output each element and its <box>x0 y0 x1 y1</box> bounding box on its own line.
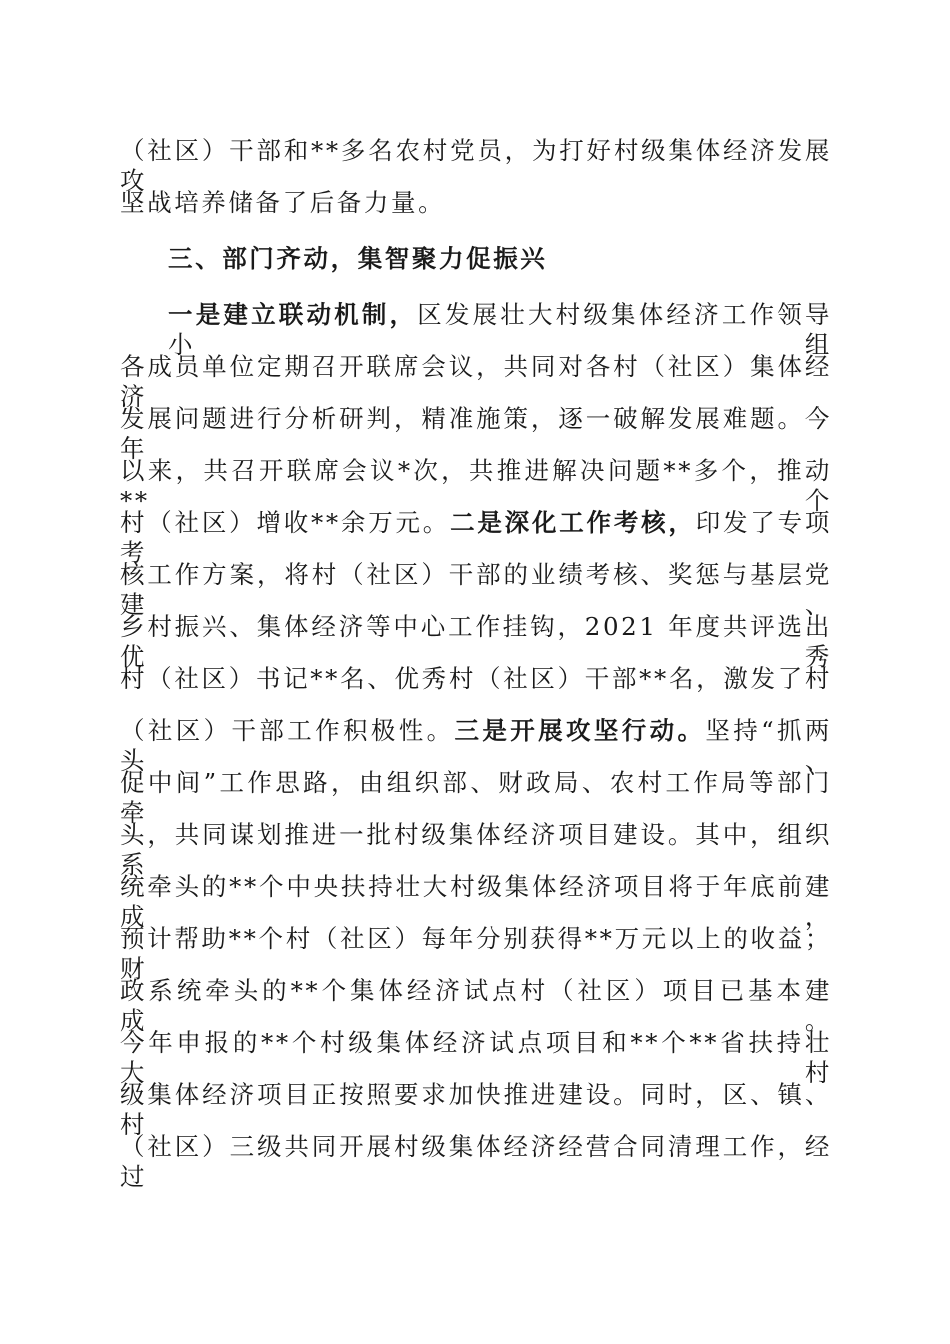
text-run: 坚持“抓两头、 <box>120 716 832 775</box>
section-heading-3 <box>168 244 547 274</box>
text-run: 印发了专项考 <box>120 508 832 567</box>
text-run: 各成员单位定期召开联席会议，共同对各村（社区）集体经济 <box>120 352 832 411</box>
body-line-19 <box>120 1080 832 1140</box>
text-run: 乡村振兴、集体经济等中心工作挂钩，2021 年度共评选出优秀 <box>120 612 832 671</box>
body-line-6 <box>120 404 832 464</box>
body-line-16 <box>120 924 832 984</box>
text-run: （社区）三级共同开展村级集体经济经营合同清理工作，经过 <box>120 1132 832 1191</box>
body-line-13 <box>120 768 832 828</box>
body-line-11 <box>120 664 832 694</box>
text-run: 统牵头的**个中央扶持壮大村级集体经济项目将于年底前建成， <box>120 872 832 931</box>
body-line-2 <box>120 188 832 218</box>
text-run: （社区）干部工作积极性。 <box>120 716 455 745</box>
body-line-4 <box>168 300 832 360</box>
body-line-10 <box>120 612 832 672</box>
body-line-17 <box>120 976 832 1036</box>
text-run: 核工作方案，将村（社区）干部的业绩考核、奖惩与基层党建、 <box>120 560 832 619</box>
body-line-15 <box>120 872 832 932</box>
body-line-12 <box>120 716 832 776</box>
text-run: 坚战培养储备了后备力量。 <box>120 188 446 217</box>
body-line-14 <box>120 820 832 880</box>
bold-lead: 二是深化工作考核， <box>450 508 696 537</box>
text-run: 预计帮助**个村（社区）每年分别获得**万元以上的收益；财 <box>120 924 832 983</box>
text-run: 区发展壮大村级集体经济工作领导小组 <box>168 300 832 359</box>
body-line-8 <box>120 508 832 568</box>
text-run: 村（社区）书记**名、优秀村（社区）干部**名，激发了村 <box>120 664 832 693</box>
body-line-18 <box>120 1028 832 1088</box>
text-run: 促中间”工作思路，由组织部、财政局、农村工作局等部门牵 <box>120 768 832 827</box>
heading-text: 三、部门齐动，集智聚力促振兴 <box>168 244 548 273</box>
text-run: 政系统牵头的**个集体经济试点村（社区）项目已基本建成。 <box>120 976 832 1035</box>
body-line-1 <box>120 136 832 196</box>
body-line-20 <box>120 1132 832 1192</box>
text-run: 发展问题进行分析研判，精准施策，逐一破解发展难题。今年 <box>120 404 832 463</box>
bold-lead: 一是建立联动机制， <box>168 300 418 329</box>
body-line-7 <box>120 456 832 516</box>
text-run: 级集体经济项目正按照要求加快推进建设。同时，区、镇、村 <box>120 1080 832 1139</box>
text-run: 今年申报的**个村级集体经济试点项目和**个**省扶持壮大村 <box>120 1028 832 1087</box>
text-run: 头，共同谋划推进一批村级集体经济项目建设。其中，组织系 <box>120 820 832 879</box>
text-run: （社区）干部和**多名农村党员，为打好村级集体经济发展攻 <box>120 136 832 195</box>
text-run: 村（社区）增收**余万元。 <box>120 508 451 537</box>
body-line-5 <box>120 352 832 412</box>
bold-lead: 三是开展攻坚行动。 <box>454 716 706 745</box>
text-run: 以来，共召开联席会议*次，共推进解决问题**多个，推动**个 <box>120 456 832 515</box>
body-line-9 <box>120 560 832 620</box>
